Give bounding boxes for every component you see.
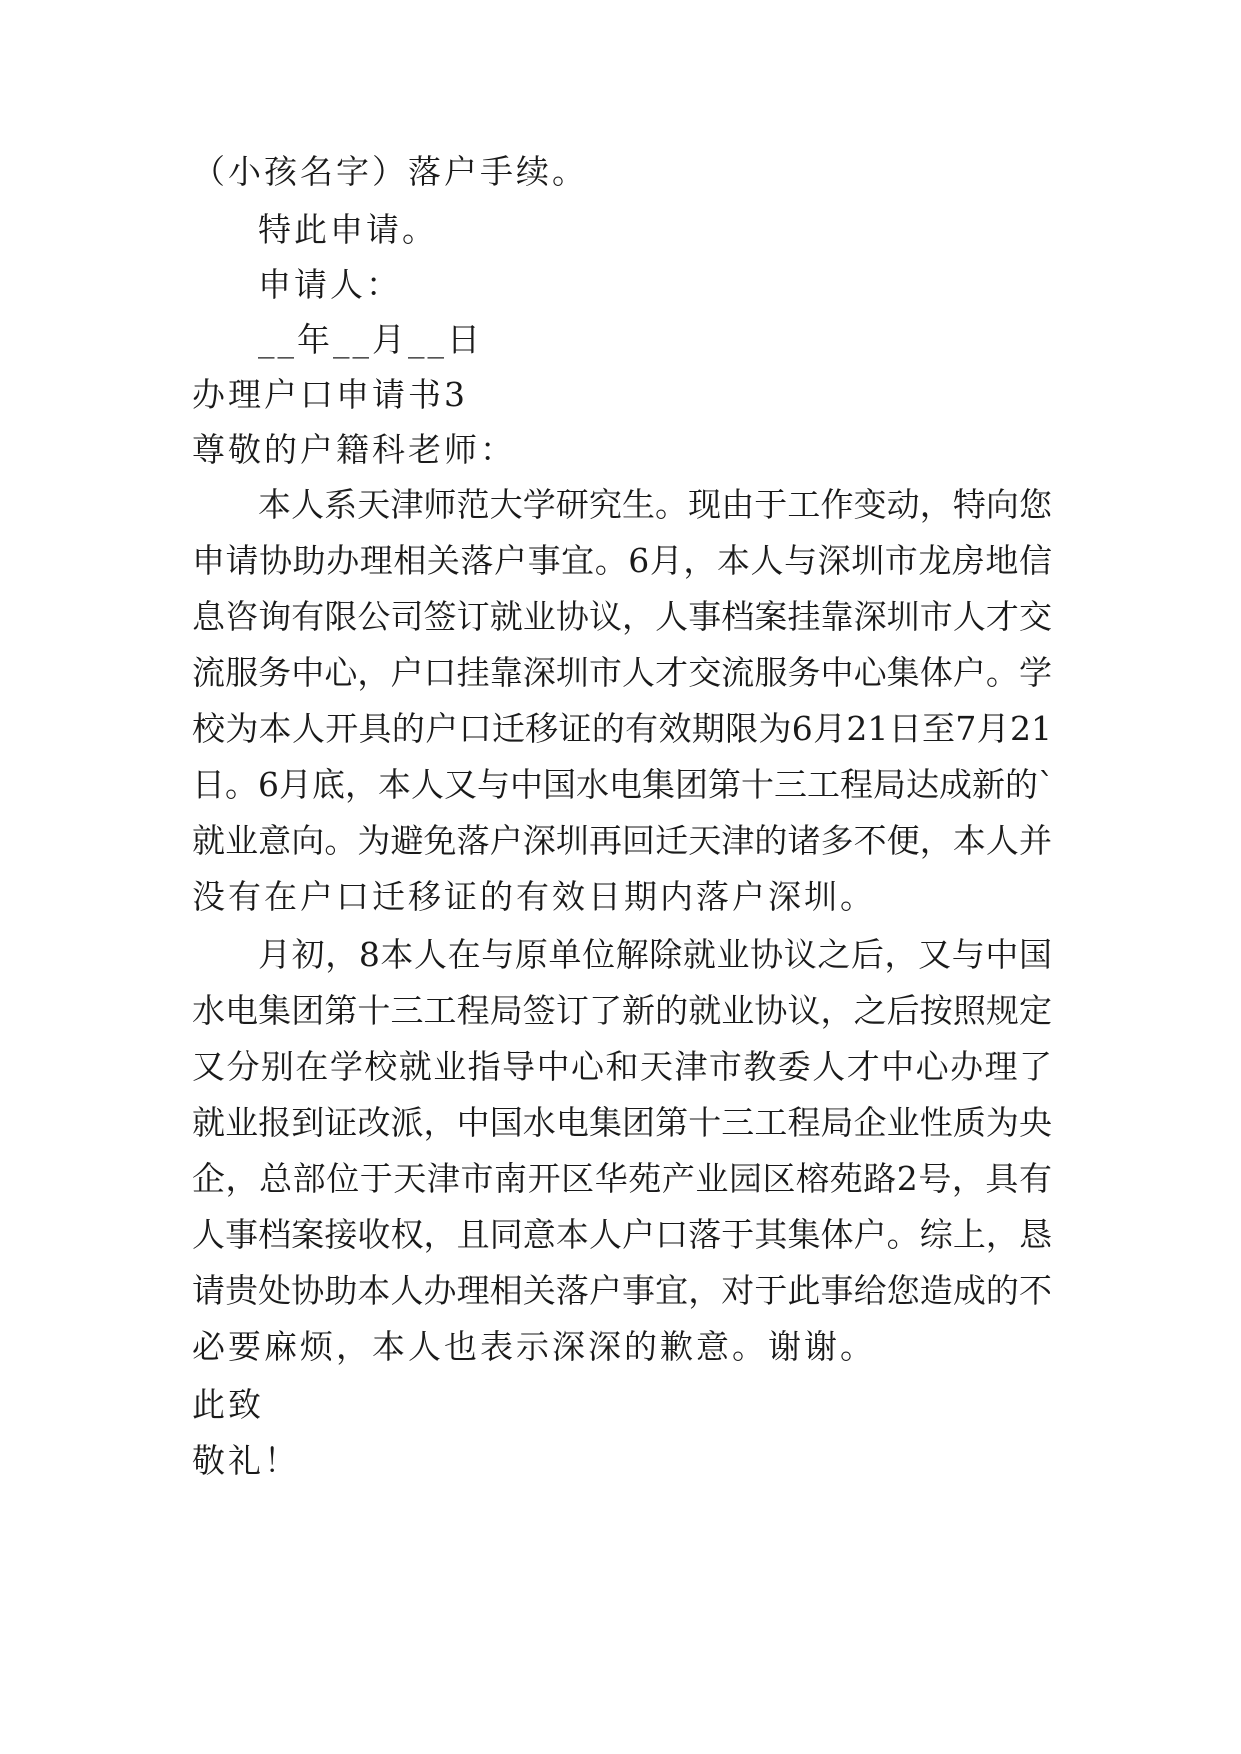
paragraph-line: 没有在户口迁移证的有效日期内落户深圳。 <box>192 877 876 916</box>
paragraph-line: 人事档案接收权，且同意本人户口落于其集体户。综上，恳 <box>192 1215 1052 1254</box>
paragraph-line: 日。6月底，本人又与中国水电集团第十三工程局达成新的` <box>192 765 1055 804</box>
paragraph-line: 校为本人开具的户口迁移证的有效期限为6月21日至7月21 <box>192 709 1052 748</box>
closing-line: 此致 <box>192 1385 264 1424</box>
paragraph-line: 流服务中心，户口挂靠深圳市人才交流服务中心集体户。学 <box>192 653 1052 692</box>
paragraph-line: 申请协助办理相关落户事宜。6月，本人与深圳市龙房地信 <box>192 541 1052 580</box>
closing-line: 敬礼！ <box>192 1441 300 1480</box>
paragraph-line: 息咨询有限公司签订就业协议，人事档案挂靠深圳市人才交 <box>192 597 1052 636</box>
paragraph-line: 必要麻烦，本人也表示深深的歉意。谢谢。 <box>192 1327 876 1366</box>
paragraph-line: 请贵处协助本人办理相关落户事宜，对于此事给您造成的不 <box>192 1271 1052 1310</box>
paragraph-line: 又分别在学校就业指导中心和天津市教委人才中心办理了 <box>192 1047 1052 1086</box>
text-line: 特此申请。 <box>258 210 438 249</box>
paragraph-line: 月初，8本人在与原单位解除就业协议之后，又与中国 <box>258 935 1052 974</box>
text-line: （小孩名字）落户手续。 <box>192 152 588 191</box>
paragraph-line: 就业意向。为避免落户深圳再回迁天津的诸多不便，本人并 <box>192 821 1052 860</box>
paragraph-line: 就业报到证改派，中国水电集团第十三工程局企业性质为央 <box>192 1103 1052 1142</box>
paragraph-line: 企，总部位于天津市南开区华苑产业园区榕苑路2号，具有 <box>192 1159 1052 1198</box>
date-line: __年__月__日 <box>258 320 483 359</box>
salutation: 尊敬的户籍科老师： <box>192 430 516 469</box>
paragraph-line: 本人系天津师范大学研究生。现由于工作变动，特向您 <box>258 485 1052 524</box>
paragraph-line: 水电集团第十三工程局签订了新的就业协议，之后按照规定 <box>192 991 1052 1030</box>
text-line: 申请人： <box>258 265 402 304</box>
section-title: 办理户口申请书3 <box>192 375 468 414</box>
